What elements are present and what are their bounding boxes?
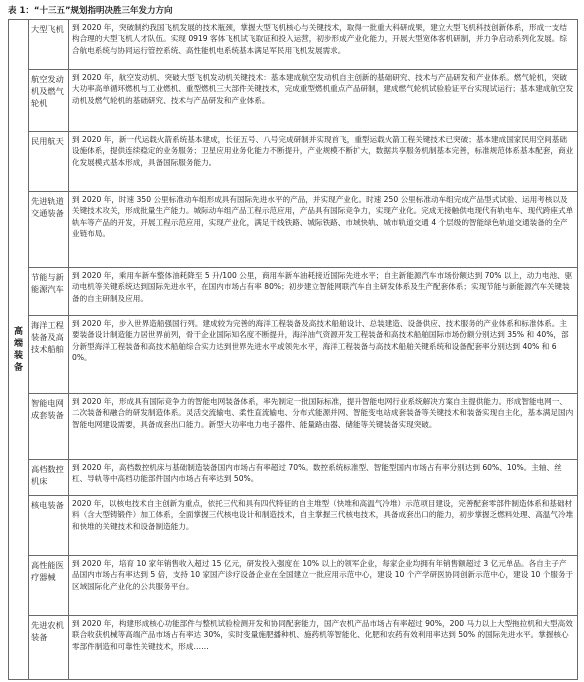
row-text: 到 2020 年，突破制约我国飞机发展的技术瓶颈，掌握大型飞机核心与关键技术，取得一批重大科研成果，建立大型飞机科技创新体系，形成一支结构合理的大型飞机人才队伍。实现 0919 客体飞机试飞取证和投入运营，初步形成产业化能力，开展大型宽体客机研制，并力争启动系列化发展。综合航电系统与协同运行管控系统、高性能机电系统基本满足军民用飞机发展需求。 (69, 20, 578, 70)
row-text: 到 2020 年，乘用车新车整体油耗降至 5 升/100 公里，商用车新车油耗接近国际先进水平；自主新能源汽车市场份额达到 70% 以上，动力电池、驱动电机等关键系统达到国际先进水平，在国内市场占有率 80%；初步建立智能网联汽车自主研发体系及生产配套体系；实现节能与新能源汽车关键装备的自主研制及应用。 (69, 268, 578, 316)
row-name: 大型飞机 (29, 20, 69, 70)
row-text: 到 2020 年，高档数控机床与基础制造装备国内市场占有率超过 70%。数控系统标准型、智能型国内市场占有率分别达到 60%、10%。主轴、丝杠、导轨等中高档功能部件国内市场占有率达到 50%。 (69, 460, 578, 496)
row-name: 高档数控机床 (29, 460, 69, 496)
table-row (9, 616, 578, 680)
table-row (9, 70, 578, 132)
table-row (9, 268, 578, 316)
row-text: 到 2020 年，时速 350 公里标准动车组形成具有国际先进水平的产品，并实现产业化。时速 250 公里标准动车组完成产品型式试验、运用考核以及关键技术攻关，形成批量生产能力。城际动车组产品工程示范应用，产品具有国际竞争力，实现产业化。完成无接触供电现代有轨电车、现代跨座式单轨车等产品的开发，开展工程示范应用，实现产业化，满足干线铁路、城际铁路、市域快轨、城市轨道交通 4 个层级的智能绿色轨道交通装备的全产业链布局。 (69, 192, 578, 268)
table-row (9, 394, 578, 460)
table-row (9, 316, 578, 394)
row-text: 到 2020 年，培育 10 家年销售收入超过 15 亿元，研发投入强度在 10% 以上的领军企业，每家企业均拥有年销售额超过 3 亿元单品。各自主子产品国内市场占有率达到 5 倍，支持 10 家国产诊疗设备企业在全国建立一批应用示范中心，建设 10 个产学研医协同创新示范中心，建设 10 个服务于区域国际化产业化的公共服务平台。 (69, 556, 578, 616)
row-name: 航空发动机及燃气轮机 (29, 70, 69, 132)
table-row (9, 556, 578, 616)
plan-table (8, 19, 578, 680)
table-row (9, 20, 578, 70)
table-row (9, 460, 578, 496)
row-text: 到 2020 年，航空发动机、突破大型飞机发动机关键技术：基本建成航空发动机自主创新的基础研究、技术与产品研发和产业体系。燃气轮机，突破大功率高单循环燃机与工业燃机、重型燃机三大部件关键技术，完成重型燃机重点产品研制，建成燃气轮机试验验证平台实现试运行；基本建成航空发动机及燃气轮机的基础研究、技术与产品研发和产业体系。 (69, 70, 578, 132)
row-name: 智能电网成套装备 (29, 394, 69, 460)
table-row (9, 192, 578, 268)
row-name: 海洋工程装备及高技术船舶 (29, 316, 69, 394)
row-text: 到 2020 年，步入世界造船强国行列。建成较为完善的海洋工程装备及高技术船舶设计、总装建造、设备供应、技术服务的产业体系和标准体系。主要装备设计制造能力居世界前列，骨干企业国际知名度不断提升，海洋油气资源开发工程装备和高技术船舶国际市场份额分别达到 35% 和 40%，部分新型海洋工程装备和高技术船舶综合实力达到世界先进水平或领先水平，海洋工程装备与高技术船舶关键系统和设备配套率分别达到 40% 和 60%。 (69, 316, 578, 394)
table-row (9, 496, 578, 556)
row-name: 民用航天 (29, 132, 69, 192)
row-name: 节能与新能源汽车 (29, 268, 69, 316)
row-text: 到 2020 年，新一代运载火箭系统基本建成，长征五号、八号完成研制并实现首飞，重型运载火箭工程关键技术已突破；基本建成国家民用空间基础设施体系，提供连续稳定的业务服务；卫星应用业务化能力不断提升，产业规模不断扩大，数据共享服务机制基本完善，标准规范体系基本配套，商业化发展模式基本形成，具备国际服务能力。 (69, 132, 578, 192)
table-caption: 表 1：“十三五”规划指明决胜三年发力方向 (8, 6, 173, 16)
row-name: 高性能医疗器械 (29, 556, 69, 616)
row-text: 2020 年，以核电技术自主创新为重点，依托三代和具有四代特征的自主堆型（快堆和高温气冷堆）示范项目建设，完善配套零部件制造体系和基础材料（含大型铸锻件）加工体系，全面掌握三代核电设计和制造技术，自主掌握三代核电技术，具备成套出口的能力，初步掌握乏燃料处理、高温气冷堆和快堆的关键技术和设备制造能力。 (69, 496, 578, 556)
row-text: 到 2020 年，构建形成核心功能部件与整机试验检测开发和协同配套能力，国产农机产品市场占有率超过 90%，200 马力以上大型拖拉机和大型高效联合收获机械等高端产品市场占有率达 30%，实时变量施肥播种机、施药机等智能化、化肥和农药有效利用率达到 50% 的国际先进水平。掌握核心零部件制造和可靠性关键技术，形成…… (69, 616, 578, 680)
table-row (9, 132, 578, 192)
category-cell: 高端装备 (9, 20, 29, 680)
row-name: 先进农机装备 (29, 616, 69, 680)
row-name: 先进轨道交通装备 (29, 192, 69, 268)
row-name: 核电装备 (29, 496, 69, 556)
row-text: 到 2020 年，形成具有国际竞争力的智能电网装备体系，率先制定一批国际标准，提升智能电网行业系统解决方案自主提供能力。形成智能电网一、二次装备和融合的研发制造体系。灵活交流输电、柔性直流输电、分布式能源并网、智能变电站成套装备等关键技术和装备实现自主化，基本满足国内智能电网建设需要，具备成套出口能力。新型大功率电力电子器件、能量路由器、储能等关键装备实现突破。 (69, 394, 578, 460)
